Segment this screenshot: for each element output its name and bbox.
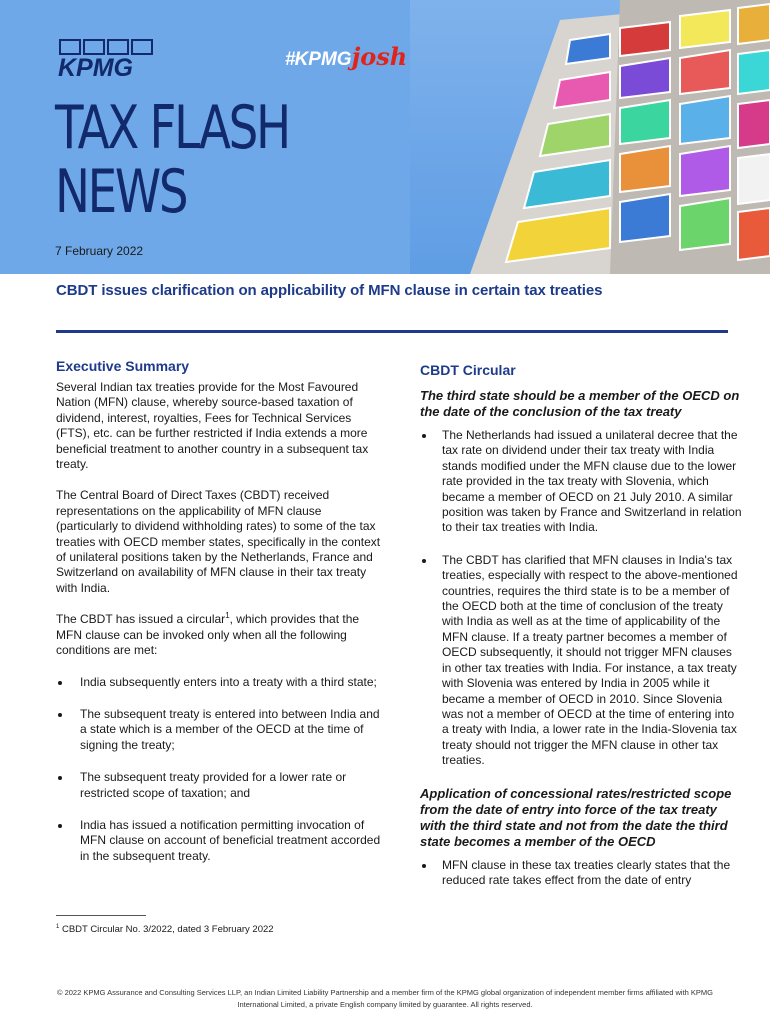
publication-title <box>55 93 289 227</box>
list-item-text: The CBDT has clarified that MFN clauses in India's tax treaties, especially with respect to the above-mentioned countries, requires the third state is to be a member of the OECD both at the time of conclusion of the treaty with India as well as at the time of applicability of the MFN clause. If a treaty partner becomes a member of OECD subsequently, it should not trigger MFN clauses in other tax treaties with India. For instance, a tax treaty with Slovenia was entered by India in 2005 while it became a member of OECD in 2010. Since Slovenia was not a member of OECD at the time of entering into a treaty with India, a lower rate in the India-Slovenia tax treaty should not trigger the MFN clause in other tax treaties. <box>442 552 738 768</box>
list-item-text: The Netherlands had issued a unilateral decree that the tax rate on dividend under their tax treaty with India stands modified under the MFN clause due to the lower rate provided in the tax treaty with Slovenia, which became a member of OECD on 21 July 2010. A similar position was taken by France and Switzerland in relation to their tax treaties with India. <box>442 428 742 535</box>
conditions-list <box>56 675 386 865</box>
summary-paragraph-1: Several Indian tax treaties provide for the Most Favoured Nation (MFN) clause, whereby source-based taxation of dividend, interest, royalties, Fees for Technical Services (FTS), etc. can be further restricted if India extends a more beneficial treatment to another country in a subsequent tax treaty. <box>56 380 369 472</box>
list-item-text: The subsequent treaty is entered into between India and a state which is a member of the OECD at the time of signing the treaty; <box>80 706 380 752</box>
footnote-text: CBDT Circular No. 3/2022, dated 3 February 2022 <box>61 924 274 936</box>
list-item <box>56 707 386 753</box>
cbdt-circular-column <box>420 362 742 905</box>
building-photo <box>410 0 770 274</box>
footnote <box>56 924 376 935</box>
list-item <box>420 858 742 889</box>
title-line-1: TAX FLASH <box>55 93 289 163</box>
subheading-oecd-member: The third state should be a member of the OECD on the date of the conclusion of the tax treaty <box>420 388 740 419</box>
para3-start: The CBDT has issued a circular <box>56 612 226 627</box>
executive-summary-heading: Executive Summary <box>56 358 190 374</box>
kpmg-logo <box>58 38 158 78</box>
bullet-icon <box>422 434 426 438</box>
bullet-icon <box>58 824 62 828</box>
list-item <box>420 428 742 536</box>
bullet-icon <box>58 681 62 685</box>
oecd-member-list <box>420 428 742 769</box>
josh-script: josh <box>351 42 408 71</box>
list-item <box>420 553 742 769</box>
bullet-icon <box>422 559 426 563</box>
list-item <box>56 818 386 864</box>
bullet-icon <box>422 864 426 868</box>
executive-summary-column <box>56 358 386 881</box>
list-item-text: The subsequent treaty provided for a lower rate or restricted scope of taxation; and <box>80 770 347 800</box>
footnote-mark: 1 <box>56 924 60 930</box>
footnote-divider <box>56 915 146 916</box>
bullet-icon <box>58 776 62 780</box>
josh-hash: # <box>285 49 295 70</box>
footer-line-1: © 2022 KPMG Assurance and Consulting Services LLP, an Indian Limited Liability Partnership and a member firm of the KPMG global organization of independent member firms affiliated with KPMG <box>56 988 713 997</box>
footnote-ref: 1 <box>225 611 230 621</box>
bullet-icon <box>58 713 62 717</box>
list-item <box>56 770 386 801</box>
publication-date: 7 February 2022 <box>55 244 144 258</box>
copyright-footer <box>50 987 720 1011</box>
list-item-text: MFN clause in these tax treaties clearly states that the reduced rate takes effect from the date of entry <box>442 857 731 887</box>
title-line-2: NEWS <box>55 157 187 227</box>
kpmg-logo-text: KPMG <box>58 54 133 78</box>
cbdt-circular-heading: CBDT Circular <box>420 362 516 378</box>
josh-kpmg-word: KPMG <box>294 49 352 70</box>
list-item <box>56 675 386 690</box>
para3-end: , which provides that the MFN clause can be invoked only when all the following conditions are met: <box>56 612 360 658</box>
kpmg-josh-logo <box>285 42 407 71</box>
article-headline: CBDT issues clarification on applicability of MFN clause in certain tax treaties <box>56 282 603 299</box>
concessional-rates-list <box>420 858 742 889</box>
list-item-text: India subsequently enters into a treaty with a third state; <box>80 674 377 689</box>
headline-divider <box>56 330 728 333</box>
header-banner <box>0 0 770 274</box>
list-item-text: India has issued a notification permitting invocation of MFN clause on account of beneficial treatment accorded in the subsequent treaty. <box>80 817 381 863</box>
summary-paragraph-3 <box>56 612 386 658</box>
summary-paragraph-2: The Central Board of Direct Taxes (CBDT) received representations on the applicability of MFN clause (particularly to dividend withholding rates) to some of the tax treaties with OECD member states, specifically in the context of unilateral positions taken by the Netherlands, France and Switzerland on availability of MFN clause in their tax treaty with India. <box>56 488 381 595</box>
subheading-concessional-rates: Application of concessional rates/restricted scope from the date of entry into force of the tax treaty with the third state and not from the date the third state becomes a member of the OECD <box>420 785 732 849</box>
footer-line-2: International Limited, a private English company limited by guarantee. All rights reserved. <box>237 1000 533 1009</box>
